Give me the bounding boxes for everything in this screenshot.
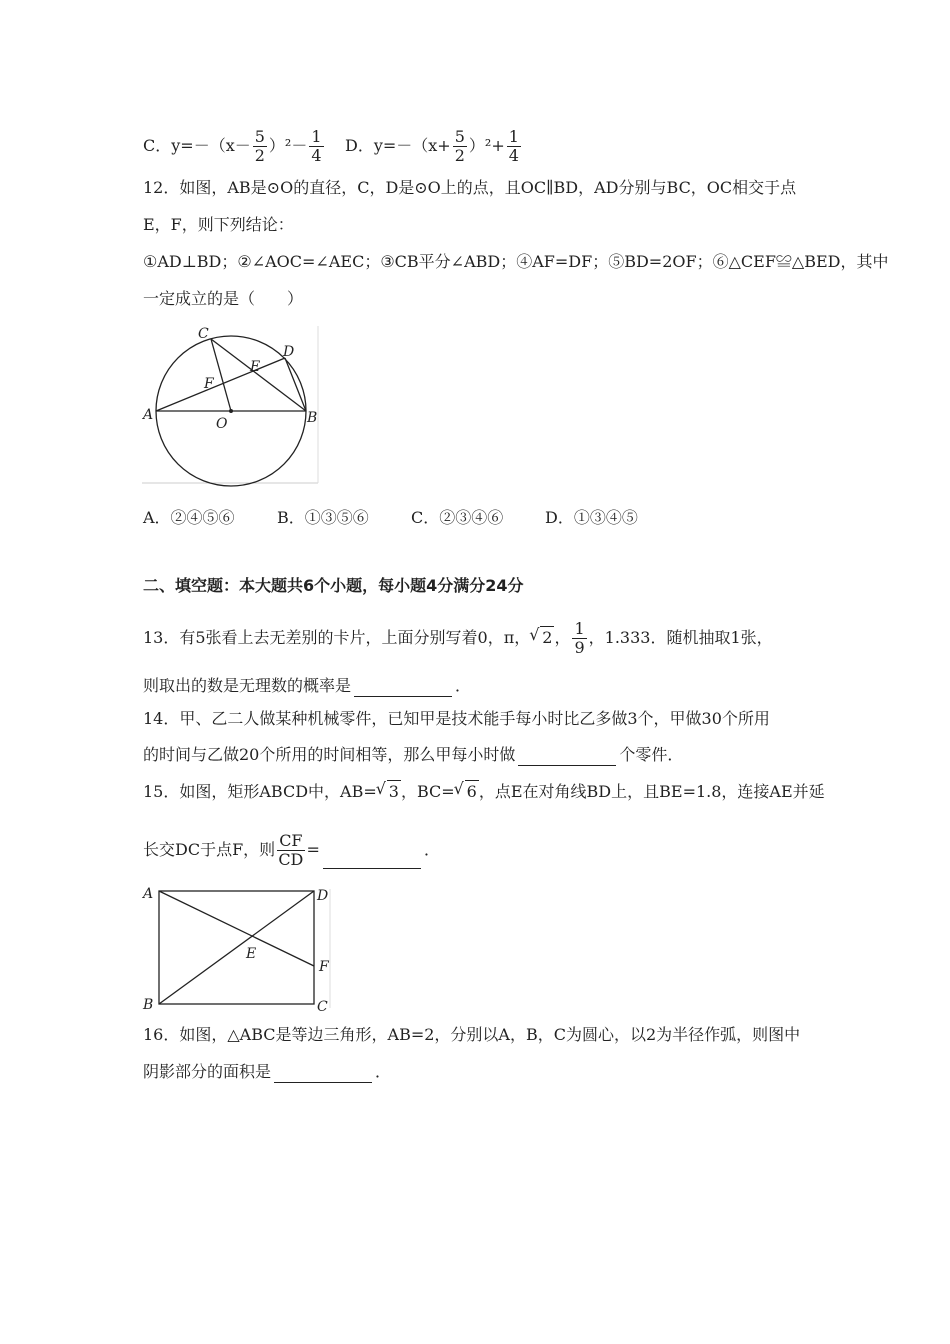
q12-option-d: D．①③④⑤ <box>545 508 638 527</box>
q13-part2: ，1.333．随机抽取1张， <box>588 628 773 647</box>
chord-ad <box>156 358 285 411</box>
diagonal-bd <box>159 891 314 1004</box>
q15-line2-text: 长交DC于点F，则 <box>143 840 276 859</box>
q14-answer-blank <box>518 749 616 766</box>
q11-c-label: C．y=－（x－ <box>143 136 251 155</box>
q13-line1 <box>143 620 773 657</box>
label-o: O <box>216 416 228 432</box>
label-f: F <box>204 376 214 392</box>
rect-label-b: B <box>143 997 154 1013</box>
q15-sqrt6: √ 6 <box>465 780 479 803</box>
label-c: C <box>198 326 209 342</box>
section2-heading: 二、填空题：本大题共6个小题，每小题4分满分24分 <box>143 576 524 595</box>
q12-option-c: C．②③④⑥ <box>411 508 504 527</box>
q13-sep: ， <box>554 628 571 647</box>
q12-line1: 12．如图，AB是⊙O的直径，C，D是⊙O上的点，且OC∥BD，AD分别与BC，OC相交于点 <box>143 178 797 197</box>
rect-label-a: A <box>143 886 154 902</box>
q13-line2 <box>143 675 471 697</box>
q12-line4: 一定成立的是（ ） <box>143 289 304 308</box>
q12-line2: E，F，则下列结论： <box>143 215 294 234</box>
segment-af <box>159 891 314 966</box>
q11-c-mid: ）²－ <box>268 136 308 155</box>
q16-end: ． <box>375 1062 392 1081</box>
q12-circle-figure <box>140 322 322 490</box>
rect-label-e: E <box>246 946 257 962</box>
q16-line1: 16．如图，△ABC是等边三角形，AB=2，分别以A，B，C为圆心，以2为半径作弧，则图中 <box>143 1025 801 1044</box>
q15-frac: $\frac{CF}{CD}$ <box>278 831 304 869</box>
q15-p1: 15．如图，矩形ABCD中，AB= <box>143 782 377 801</box>
q15-end: ． <box>423 840 440 859</box>
q16-answer-blank <box>274 1066 372 1083</box>
label-a: A <box>143 407 154 423</box>
q15-sqrt3: √ 3 <box>387 780 401 803</box>
q12-option-a: A．②④⑤⑥ <box>143 508 235 527</box>
q11-option-c <box>143 128 326 165</box>
q14-line1: 14．甲、乙二人做某种机械零件，已知甲是技术能手每小时比乙多做3个，甲做30个所用 <box>143 709 770 728</box>
q16-line2-text: 阴影部分的面积是 <box>143 1062 272 1081</box>
q13-answer-blank <box>354 680 452 697</box>
q15-line2 <box>143 832 440 869</box>
label-e: E <box>250 359 261 375</box>
q13-line2-text: 则取出的数是无理数的概率是 <box>143 676 352 695</box>
q15-p2: ，BC= <box>400 782 455 801</box>
q11-c-frac2: $\frac{1}{4}$ <box>311 127 322 165</box>
q14-line2 <box>143 744 683 766</box>
q12-option-b: B．①③⑤⑥ <box>277 508 369 527</box>
q15-answer-blank <box>323 852 421 869</box>
q13-sqrt2: √ 2 <box>540 626 554 649</box>
q13-frac: $\frac{1}{9}$ <box>574 619 585 657</box>
q12-line3: ①AD⊥BD；②∠AOC=∠AEC；③CB平分∠ABD；④AF=DF；⑤BD=2OF；⑥△CEF≌△BED，其中 <box>143 252 889 271</box>
segment-oc <box>211 339 231 411</box>
q15-line1 <box>143 780 825 803</box>
rect-label-d: D <box>317 888 329 904</box>
q14-line2b: 个零件． <box>619 745 684 764</box>
q15-p3: ，点E在对角线BD上，且BE=1.8，连接AE并延 <box>478 782 825 801</box>
q11-d-frac1: $\frac{5}{2}$ <box>454 127 465 165</box>
label-b: B <box>307 410 318 426</box>
q11-d-mid: ）²+ <box>468 136 505 155</box>
q11-d-frac2: $\frac{1}{4}$ <box>508 127 519 165</box>
q15-eq: = <box>306 840 320 859</box>
q13-end: ． <box>455 676 472 695</box>
q16-line2 <box>143 1061 391 1083</box>
q13-part1: 13．有5张看上去无差别的卡片，上面分别写着0，π， <box>143 628 531 647</box>
q14-line2a: 的时间与乙做20个所用的时间相等，那么甲每小时做 <box>143 745 516 764</box>
q11-d-label: D．y=－（x+ <box>345 136 451 155</box>
center-dot <box>229 409 233 413</box>
rect-label-f: F <box>319 959 329 975</box>
q11-c-frac1: $\frac{5}{2}$ <box>254 127 265 165</box>
q11-option-d <box>345 128 523 165</box>
q15-rectangle-figure <box>140 884 340 1014</box>
rect-label-c: C <box>317 999 328 1014</box>
label-d: D <box>283 344 295 360</box>
